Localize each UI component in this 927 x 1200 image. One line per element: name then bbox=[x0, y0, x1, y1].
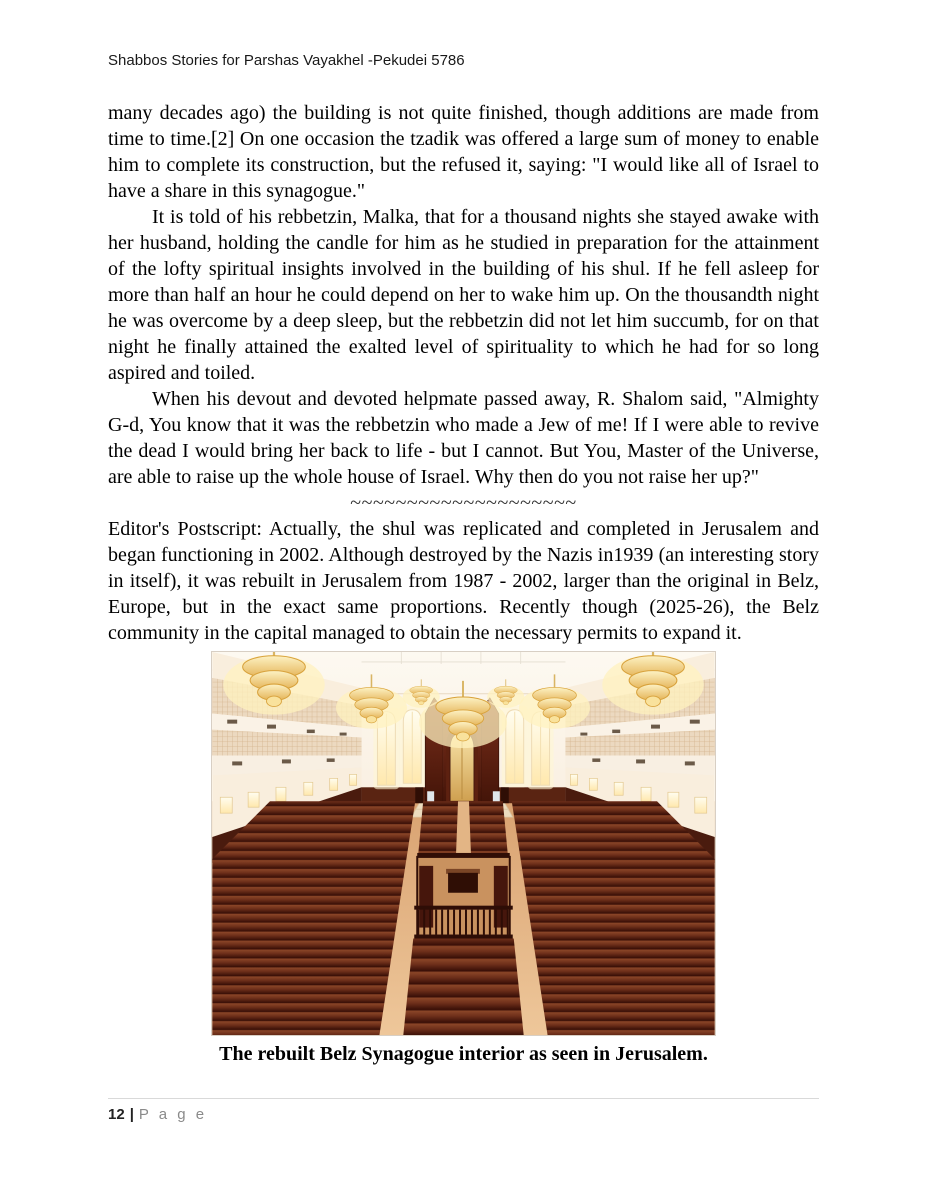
document-body bbox=[108, 100, 819, 1067]
belz-synagogue-interior-photo bbox=[211, 651, 716, 1036]
paragraph-continuation: many decades ago) the building is not quite finished, though additions are made from time to time.[2] On one occasion the tzadik was offered a large sum of money to enable him to complete its construction, but the refused it, saying: "I would like all of Israel to have a share in this synagogue." bbox=[108, 102, 819, 202]
footer-divider: | bbox=[129, 1106, 134, 1123]
paragraph-postscript: Editor's Postscript: Actually, the shul was replicated and completed in Jerusalem and began functioning in 2002. Although destroyed by the Nazis in1939 (an interesting story in itself), it was rebuilt in Jerusalem from 1987 - 2002, larger than the original in Belz, Europe, but in the exact same proportions. Recently though (2025-26), the Belz community in the capital managed to obtain the necessary permits to expand it. bbox=[108, 518, 819, 644]
footer-page-label: P a g e bbox=[138, 1106, 208, 1123]
photo-block bbox=[211, 651, 716, 1067]
photo-caption: The rebuilt Belz Synagogue interior as seen in Jerusalem. bbox=[219, 1043, 708, 1065]
page-footer bbox=[108, 1098, 819, 1123]
footer-page-number: 12 bbox=[108, 1106, 125, 1123]
paragraph-helpmate: When his devout and devoted helpmate passed away, R. Shalom said, "Almighty G-d, You know that it was the rebbetzin who made a Jew of me! If I were able to revive the dead I would bring her back to life - but I cannot. But You, Master of the Universe, are able to raise up the whole house of Israel. Why then do you not raise her up?" bbox=[108, 388, 819, 488]
paragraph-rebbetzin: It is told of his rebbetzin, Malka, that for a thousand nights she stayed awake with her husband, holding the candle for him as he studied in preparation for the attainment of the lofty spiritual insights involved in the building of his shul. If he fell asleep for more than half an hour he could depend on her to wake him up. On the thousandth night he was overcome by a deep sleep, but the rebbetzin did not let him succumb, for on that night he finally attained the exalted level of spirituality to which he had for so long aspired and toiled. bbox=[108, 206, 819, 384]
tilde-separator: ~~~~~~~~~~~~~~~~~~~~ bbox=[350, 492, 577, 514]
page-header: Shabbos Stories for Parshas Vayakhel -Pekudei 5786 bbox=[108, 52, 465, 69]
